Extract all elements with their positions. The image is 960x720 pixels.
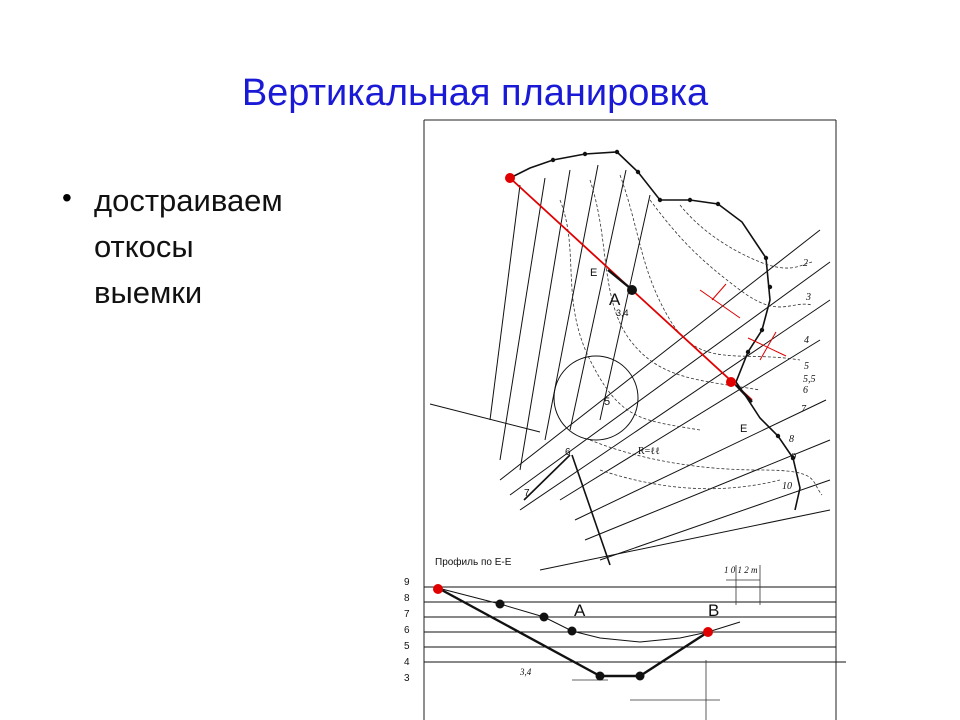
contour-5-5: 5,5: [803, 374, 816, 385]
profile-label: Профиль по Е-Е: [435, 557, 512, 568]
drawing-frame: [424, 120, 836, 720]
red-point-start-plan: [505, 173, 515, 183]
road-axis: [524, 455, 610, 565]
red-point-end-plan: [726, 377, 736, 387]
label-scale-bar: 1 0 1 2 m: [724, 565, 758, 575]
profile-point-bottom-left: [596, 672, 605, 681]
scale-6: 6: [404, 625, 410, 636]
scale-5: 5: [404, 641, 410, 652]
scale-4: 4: [404, 657, 410, 668]
label-e-lower: Е: [740, 423, 748, 435]
contour-3: 3: [806, 292, 811, 303]
profile-red-point-start: [433, 584, 443, 594]
bullet-dot-icon: •: [62, 182, 72, 213]
label-e-upper: Е: [590, 267, 598, 279]
label-b-profile: В: [708, 601, 720, 620]
profile-ground-line: [438, 588, 740, 642]
label-road-6: 6: [565, 447, 571, 458]
turning-circle: [554, 356, 638, 440]
contour-lines: [560, 175, 822, 495]
scale-3: 3: [404, 673, 410, 684]
contour-10: 10: [782, 481, 792, 492]
slide-title: Вертикальная планировка: [241, 72, 709, 114]
contour-7: 7: [801, 404, 806, 415]
label-road-7: 7: [524, 488, 530, 499]
scale-8: 8: [404, 593, 410, 604]
contour-9: 9: [791, 452, 796, 463]
profile-point-bottom-right: [636, 672, 645, 681]
contour-5: 5: [804, 361, 809, 372]
profile-dim-lines: [572, 565, 760, 720]
profile-point-a: [568, 627, 577, 636]
contour-2: 2: [803, 258, 808, 269]
contour-4: 4: [804, 335, 809, 346]
profile-point-1: [496, 600, 505, 609]
label-a-profile: А: [574, 601, 586, 620]
label-center: 5: [604, 396, 611, 408]
scale-7: 7: [404, 609, 410, 620]
label-a-plan: А: [609, 290, 621, 309]
slope-lines: [430, 165, 830, 570]
bullet-line-2: откосы: [94, 229, 194, 264]
bullet-line-1: достраиваем: [94, 183, 283, 218]
profile-horizontal-lines: [424, 587, 846, 662]
contour-8: 8: [789, 434, 794, 445]
boundary-points: [551, 150, 795, 460]
profile-scale-numbers: [404, 577, 410, 684]
contour-6: 6: [803, 385, 808, 396]
scale-9: 9: [404, 577, 410, 588]
label-slope-upper: 3,4: [616, 308, 629, 318]
label-radius: R=ℓℓ: [638, 446, 660, 457]
profile-point-2: [540, 613, 549, 622]
label-slope-profile: 3,4: [520, 667, 532, 677]
profile-red-point-b: [703, 627, 713, 637]
black-point-a-plan: [627, 285, 637, 295]
section-line-e-e: [510, 178, 786, 402]
bullet-line-3: выемки: [94, 275, 203, 310]
